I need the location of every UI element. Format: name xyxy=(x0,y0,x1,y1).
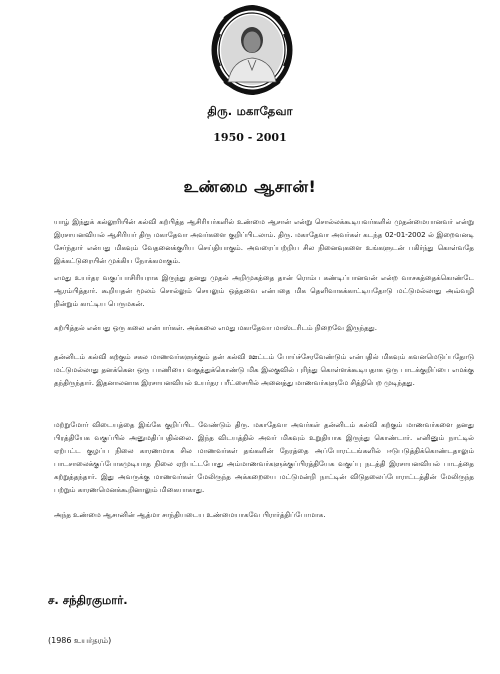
author-name: ச. சந்திரகுமார். xyxy=(48,593,128,607)
paragraph-2: எமது உயர்தர வகுப்பாசிரியராக இருந்து தனது முதல் அறிமுகத்தை தான் ரொம்ப கண்டிப்பானவன் என்ற வாசகத்தைக்கொண்டே ஆரம்பித்தார். கூறியதன் மூலம் சொல்லும் செயலும் ஒத்தவை என்பதை மிக தெளிவாகக்காட்டியதோடு மட்டுமல்லாது அவ்வழி நின்றும் காட்டிய பெருமகன். xyxy=(54,273,474,308)
article-title: உண்மை ஆசான்! xyxy=(183,177,317,196)
author-batch-note: (1986 உயர்தரம்) xyxy=(48,636,112,645)
paragraph-3: கற்பித்தல் என்பது ஒரு கலை என்பார்கள். அக்கலை எமது மகாதேவா மாஸ்டரிடம் நிறைவே இருந்தது. xyxy=(54,323,377,332)
portrait-photo xyxy=(210,4,294,96)
paragraph-4: தன்னிடம் கல்வி கற்கும் சகல மாணவர்களுக்கும் தன் கல்வி ஊட்டம் போய்ச்சேரவேண்டும் என்பதில் மிகவும் கவனமெடுப்பதோடு மட்டுமல்லாது தனக்கென ஒரு பாணியை வகுத்துக்கொண்டு மிக இலகுவில் புரிந்து கொள்ளக்கூடியதாக ஒரு பாடக்குறிப்பை எமக்கு தந்திருந்தார். இதனாலனாக இரசாயனவியல் உயர்தர பரீட்சையில் அனைத்து மாணவர்களுமே சித்திபெற முடிந்தது. xyxy=(54,352,474,387)
paragraph-1: யாழ் இந்துக் கல்லூரியின் கல்வி கற்பித்த ஆசிரியர்களில் உண்மை ஆசான் என்று சொல்லக்கூடியவர்களில் முதன்மையானவர் என்று இரசாயனவியல் ஆசிரியர் திரு மகாதேவா அவர்களை குறிப்பிடலாம். திரு. மகாதேவா அவர்கள் கடந்த 02-01-2002 ல் இறைவனடி சேர்ந்தார் என்பது மிகவும் வேதனைக்குரிய செய்தியாகும். அவரைப்பற்றிய சில நினைவுகளை உங்களுடன் பகிர்ந்து கொள்வதே இக்கட்டுரையின் முக்கிய நோக்கமாகும். xyxy=(54,217,474,265)
paragraph-5: மற்றுமோர் விடையத்தை இங்கே குறிப்பிட வேண்டும் திரு. மகாதேவா அவர்கள் தன்னிடம் கல்வி கற்கும் மாணவர்களை தனது பிரத்தியேக வகுப்பில் அனுமதிப்பதில்லை. இந்த விடயத்தில் அவர் மிகவும் உறுதியாக இருந்து கொண்டார். எனினும் நாட்டில் ஏற்பட்ட குழப்ப நிலை காரணமாக சில மாணவர்கள் தங்களின் நேரத்தை அப்போரட்டங்களில் ஈடுபடுத்திக்கொண்டதாலும் பாடசாலைக்குப்போகமுடியாத நிலை ஏற்பட்டபோது அம்மாணவர்களுக்குப்பிரத்தியேக வகுப்பு நடத்தி இரசாயனவியல் பாடத்தை கற்றுத்தந்தார். இது அவருக்கு மாணவர்கள் மேலிருந்த அக்கறையை மட்டுமன்றி நாட்டின் விடுதலைப்போராட்டத்தின் மேலிருந்த பற்றும் காரணமெனக்கூறினாலும் மிகையாகாது. xyxy=(54,420,474,494)
paragraph-6: அந்த உண்மை ஆசானின் ஆத்மா சாந்தியடைய உண்மையாகவே பிரார்த்திப்போமாக. xyxy=(54,510,326,519)
portrait-frame-graphic xyxy=(210,4,294,96)
life-years: 1950 - 2001 xyxy=(213,131,287,144)
teacher-name: திரு. மகாதேவா xyxy=(207,104,293,118)
